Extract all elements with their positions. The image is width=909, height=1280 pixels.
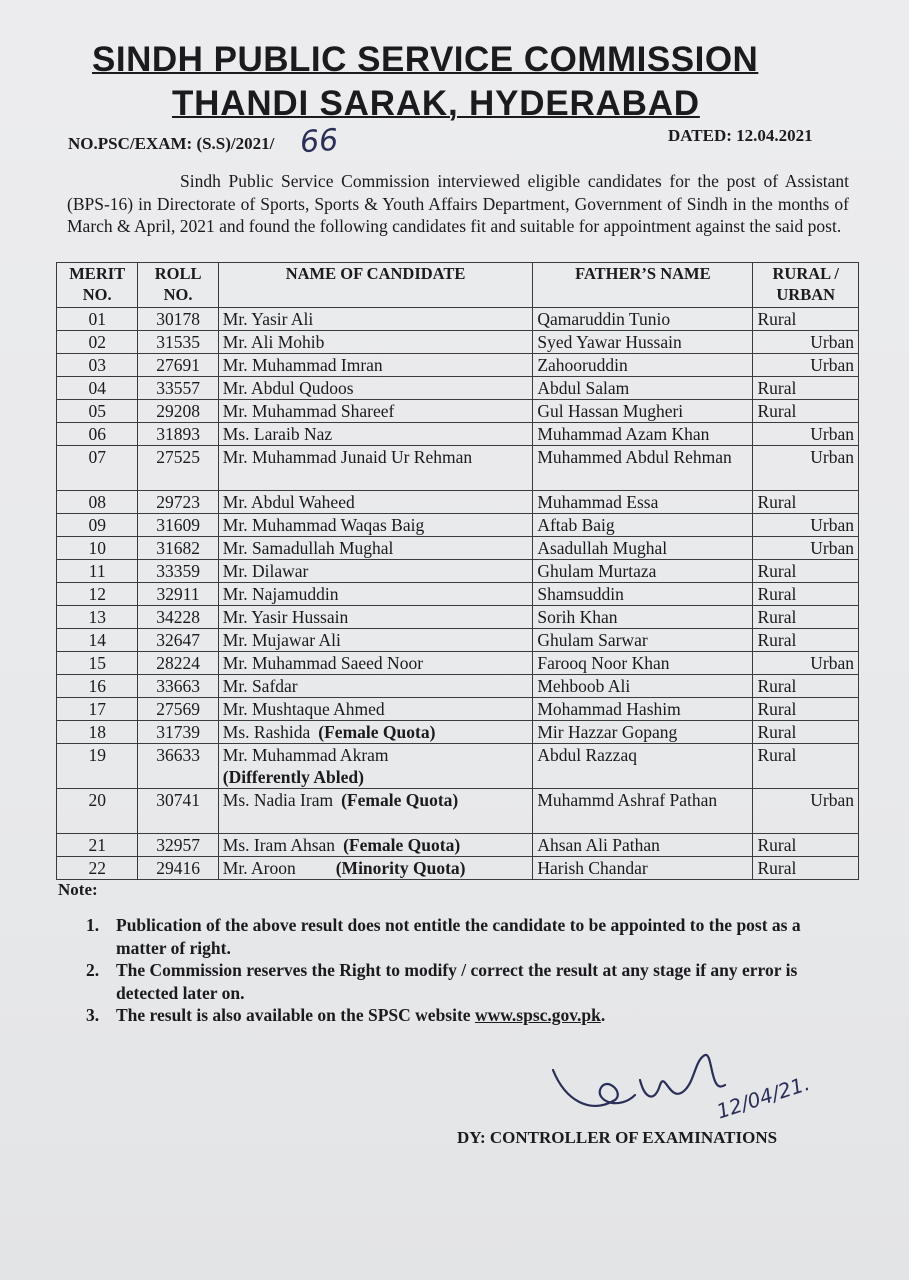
merit-cell: 20 xyxy=(57,789,138,834)
table-row xyxy=(57,698,859,721)
father-cell: Mir Hazzar Gopang xyxy=(533,721,753,744)
table-row xyxy=(57,744,859,789)
candidate-name: Mr. Mushtaque Ahmed xyxy=(222,699,385,719)
merit-cell: 11 xyxy=(57,560,138,583)
candidate-name: Ms. Nadia Iram xyxy=(222,790,334,810)
quota-label: (Differently Abled) xyxy=(222,767,364,787)
name-cell xyxy=(218,400,533,423)
table-row xyxy=(57,675,859,698)
merit-cell: 06 xyxy=(57,423,138,446)
merit-cell: 05 xyxy=(57,400,138,423)
area-cell: Rural xyxy=(753,834,859,857)
name-cell xyxy=(218,491,533,514)
merit-cell: 09 xyxy=(57,514,138,537)
merit-cell: 14 xyxy=(57,629,138,652)
results-table-body xyxy=(57,308,859,880)
roll-cell: 33557 xyxy=(138,377,218,400)
candidate-name: Mr. Muhammad Shareef xyxy=(222,401,395,421)
name-cell xyxy=(218,744,533,789)
name-cell xyxy=(218,834,533,857)
table-row xyxy=(57,537,859,560)
father-cell: Abdul Salam xyxy=(533,377,753,400)
signature-date: 12/04/21. xyxy=(713,1070,813,1124)
header-area: RURAL / URBAN xyxy=(753,263,859,308)
father-cell: Harish Chandar xyxy=(533,857,753,880)
name-cell xyxy=(218,560,533,583)
merit-cell: 01 xyxy=(57,308,138,331)
name-cell xyxy=(218,789,533,834)
merit-cell: 07 xyxy=(57,446,138,491)
note-item xyxy=(86,959,848,1004)
name-cell xyxy=(218,721,533,744)
merit-cell: 13 xyxy=(57,606,138,629)
candidate-name: Ms. Rashida xyxy=(222,722,311,742)
header-merit: MERIT NO. xyxy=(57,263,138,308)
table-row xyxy=(57,446,859,491)
name-cell xyxy=(218,537,533,560)
father-cell: Asadullah Mughal xyxy=(533,537,753,560)
name-cell xyxy=(218,354,533,377)
roll-cell: 28224 xyxy=(138,652,218,675)
area-cell: Urban xyxy=(753,514,859,537)
table-row xyxy=(57,652,859,675)
reference-number: NO.PSC/EXAM: (S.S)/2021/ xyxy=(68,134,275,153)
header-name: NAME OF CANDIDATE xyxy=(218,263,533,308)
merit-cell: 03 xyxy=(57,354,138,377)
father-cell: Shamsuddin xyxy=(533,583,753,606)
table-row xyxy=(57,789,859,834)
table-row xyxy=(57,606,859,629)
name-cell xyxy=(218,857,533,880)
roll-cell: 31609 xyxy=(138,514,218,537)
table-row xyxy=(57,308,859,331)
name-cell xyxy=(218,698,533,721)
father-cell: Muhammd Ashraf Pathan xyxy=(533,789,753,834)
note-label: Note: xyxy=(58,880,98,899)
roll-cell: 27691 xyxy=(138,354,218,377)
intro-paragraph: Sindh Public Service Commission interviewed eligible candidates for the post of Assistant (BPS-16) in Directorate of Sports, Sports & Youth Affairs Department, Government of Sindh in the months of March & April, 2021 and found the following candidates fit and suitable for appointment against the said post. xyxy=(67,171,849,236)
note-text: Publication of the above result does not entitle the candidate to be appointed to the post as a matter of right. xyxy=(116,915,801,958)
table-row xyxy=(57,491,859,514)
father-cell: Muhammed Abdul Rehman xyxy=(533,446,753,491)
table-row xyxy=(57,400,859,423)
father-cell: Ghulam Sarwar xyxy=(533,629,753,652)
signatory-designation: DY: CONTROLLER OF EXAMINATIONS xyxy=(457,1128,778,1147)
name-cell xyxy=(218,606,533,629)
candidate-name: Ms. Iram Ahsan xyxy=(222,835,336,855)
candidate-name: Mr. Muhammad Saeed Noor xyxy=(222,653,424,673)
candidate-name: Mr. Samadullah Mughal xyxy=(222,538,394,558)
roll-cell: 30741 xyxy=(138,789,218,834)
area-cell: Rural xyxy=(753,606,859,629)
table-row xyxy=(57,514,859,537)
name-cell xyxy=(218,377,533,400)
roll-cell: 31893 xyxy=(138,423,218,446)
area-cell: Rural xyxy=(753,698,859,721)
name-cell xyxy=(218,675,533,698)
note-number: 2. xyxy=(86,960,100,980)
table-row xyxy=(57,629,859,652)
father-cell: Gul Hassan Mugheri xyxy=(533,400,753,423)
name-cell xyxy=(218,629,533,652)
area-cell: Rural xyxy=(753,377,859,400)
table-row xyxy=(57,857,859,880)
table-row xyxy=(57,583,859,606)
name-cell xyxy=(218,423,533,446)
name-cell xyxy=(218,652,533,675)
note-item xyxy=(86,1004,848,1027)
roll-cell: 36633 xyxy=(138,744,218,789)
area-cell: Rural xyxy=(753,721,859,744)
table-row xyxy=(57,354,859,377)
candidate-name: Mr. Muhammad Akram xyxy=(222,745,389,765)
roll-cell: 34228 xyxy=(138,606,218,629)
roll-cell: 32957 xyxy=(138,834,218,857)
merit-cell: 12 xyxy=(57,583,138,606)
document-date: DATED: 12.04.2021 xyxy=(668,126,813,145)
commission-address: THANDI SARAK, HYDERABAD xyxy=(172,84,700,123)
candidate-name: Mr. Safdar xyxy=(222,676,298,696)
area-cell: Urban xyxy=(753,446,859,491)
area-cell: Rural xyxy=(753,857,859,880)
roll-cell: 29208 xyxy=(138,400,218,423)
results-table xyxy=(56,262,859,880)
father-cell: Qamaruddin Tunio xyxy=(533,308,753,331)
name-cell xyxy=(218,308,533,331)
father-cell: Muhammad Azam Khan xyxy=(533,423,753,446)
candidate-name: Mr. Ali Mohib xyxy=(222,332,325,352)
candidate-name: Mr. Muhammad Junaid Ur Rehman xyxy=(222,447,473,467)
handwritten-reference: 66 xyxy=(298,122,340,161)
table-row xyxy=(57,560,859,583)
candidate-name: Mr. Abdul Waheed xyxy=(222,492,355,512)
candidate-name: Mr. Mujawar Ali xyxy=(222,630,341,650)
roll-cell: 30178 xyxy=(138,308,218,331)
candidate-name: Mr. Najamuddin xyxy=(222,584,339,604)
area-cell: Rural xyxy=(753,744,859,789)
area-cell: Urban xyxy=(753,354,859,377)
area-cell: Urban xyxy=(753,789,859,834)
candidate-name: Mr. Yasir Hussain xyxy=(222,607,349,627)
candidate-name: Mr. Aroon xyxy=(222,858,296,878)
table-row xyxy=(57,377,859,400)
table-row xyxy=(57,721,859,744)
name-cell xyxy=(218,331,533,354)
roll-cell: 33663 xyxy=(138,675,218,698)
area-cell: Rural xyxy=(753,560,859,583)
merit-cell: 04 xyxy=(57,377,138,400)
roll-cell: 27569 xyxy=(138,698,218,721)
note-text: The Commission reserves the Right to modify / correct the result at any stage if any error is detected later on. xyxy=(116,960,798,1003)
area-cell: Rural xyxy=(753,491,859,514)
area-cell: Urban xyxy=(753,652,859,675)
area-cell: Rural xyxy=(753,400,859,423)
father-cell: Abdul Razzaq xyxy=(533,744,753,789)
father-cell: Ghulam Murtaza xyxy=(533,560,753,583)
merit-cell: 17 xyxy=(57,698,138,721)
father-cell: Mehboob Ali xyxy=(533,675,753,698)
merit-cell: 02 xyxy=(57,331,138,354)
father-cell: Aftab Baig xyxy=(533,514,753,537)
father-cell: Muhammad Essa xyxy=(533,491,753,514)
name-cell xyxy=(218,514,533,537)
quota-label: (Female Quota) xyxy=(318,722,436,742)
table-row xyxy=(57,423,859,446)
area-cell: Urban xyxy=(753,537,859,560)
merit-cell: 15 xyxy=(57,652,138,675)
roll-cell: 32647 xyxy=(138,629,218,652)
candidate-name: Mr. Muhammad Imran xyxy=(222,355,383,375)
area-cell: Rural xyxy=(753,583,859,606)
merit-cell: 22 xyxy=(57,857,138,880)
candidate-name: Ms. Laraib Naz xyxy=(222,424,333,444)
merit-cell: 10 xyxy=(57,537,138,560)
area-cell: Rural xyxy=(753,308,859,331)
candidate-name: Mr. Dilawar xyxy=(222,561,309,581)
roll-cell: 29723 xyxy=(138,491,218,514)
father-cell: Mohammad Hashim xyxy=(533,698,753,721)
name-cell xyxy=(218,583,533,606)
area-cell: Urban xyxy=(753,423,859,446)
signature-mark xyxy=(545,1040,845,1130)
merit-cell: 18 xyxy=(57,721,138,744)
father-cell: Farooq Noor Khan xyxy=(533,652,753,675)
father-cell: Syed Yawar Hussain xyxy=(533,331,753,354)
table-header-row xyxy=(57,263,859,308)
father-cell: Ahsan Ali Pathan xyxy=(533,834,753,857)
candidate-name: Mr. Yasir Ali xyxy=(222,309,314,329)
area-cell: Rural xyxy=(753,675,859,698)
roll-cell: 32911 xyxy=(138,583,218,606)
note-number: 3. xyxy=(86,1005,100,1025)
commission-title: SINDH PUBLIC SERVICE COMMISSION xyxy=(92,40,759,79)
quota-label: (Female Quota) xyxy=(343,835,461,855)
note-end: . xyxy=(600,1005,606,1025)
table-row xyxy=(57,331,859,354)
note-number: 1. xyxy=(86,915,100,935)
roll-cell: 29416 xyxy=(138,857,218,880)
area-cell: Rural xyxy=(753,629,859,652)
merit-cell: 16 xyxy=(57,675,138,698)
note-text: The result is also available on the SPSC website xyxy=(116,1005,475,1025)
quota-label: (Minority Quota) xyxy=(335,858,466,878)
merit-cell: 19 xyxy=(57,744,138,789)
merit-cell: 08 xyxy=(57,491,138,514)
father-cell: Sorih Khan xyxy=(533,606,753,629)
candidate-name: Mr. Muhammad Waqas Baig xyxy=(222,515,425,535)
roll-cell: 31535 xyxy=(138,331,218,354)
notes-list xyxy=(86,914,848,1027)
area-cell: Urban xyxy=(753,331,859,354)
father-cell: Zahooruddin xyxy=(533,354,753,377)
roll-cell: 27525 xyxy=(138,446,218,491)
table-row xyxy=(57,834,859,857)
website-link[interactable]: www.spsc.gov.pk xyxy=(474,1005,601,1025)
candidate-name: Mr. Abdul Qudoos xyxy=(222,378,354,398)
roll-cell: 33359 xyxy=(138,560,218,583)
quota-label: (Female Quota) xyxy=(341,790,459,810)
name-cell xyxy=(218,446,533,491)
merit-cell: 21 xyxy=(57,834,138,857)
header-father: FATHER’S NAME xyxy=(533,263,753,308)
header-roll: ROLL NO. xyxy=(138,263,218,308)
roll-cell: 31739 xyxy=(138,721,218,744)
note-item xyxy=(86,914,848,959)
roll-cell: 31682 xyxy=(138,537,218,560)
